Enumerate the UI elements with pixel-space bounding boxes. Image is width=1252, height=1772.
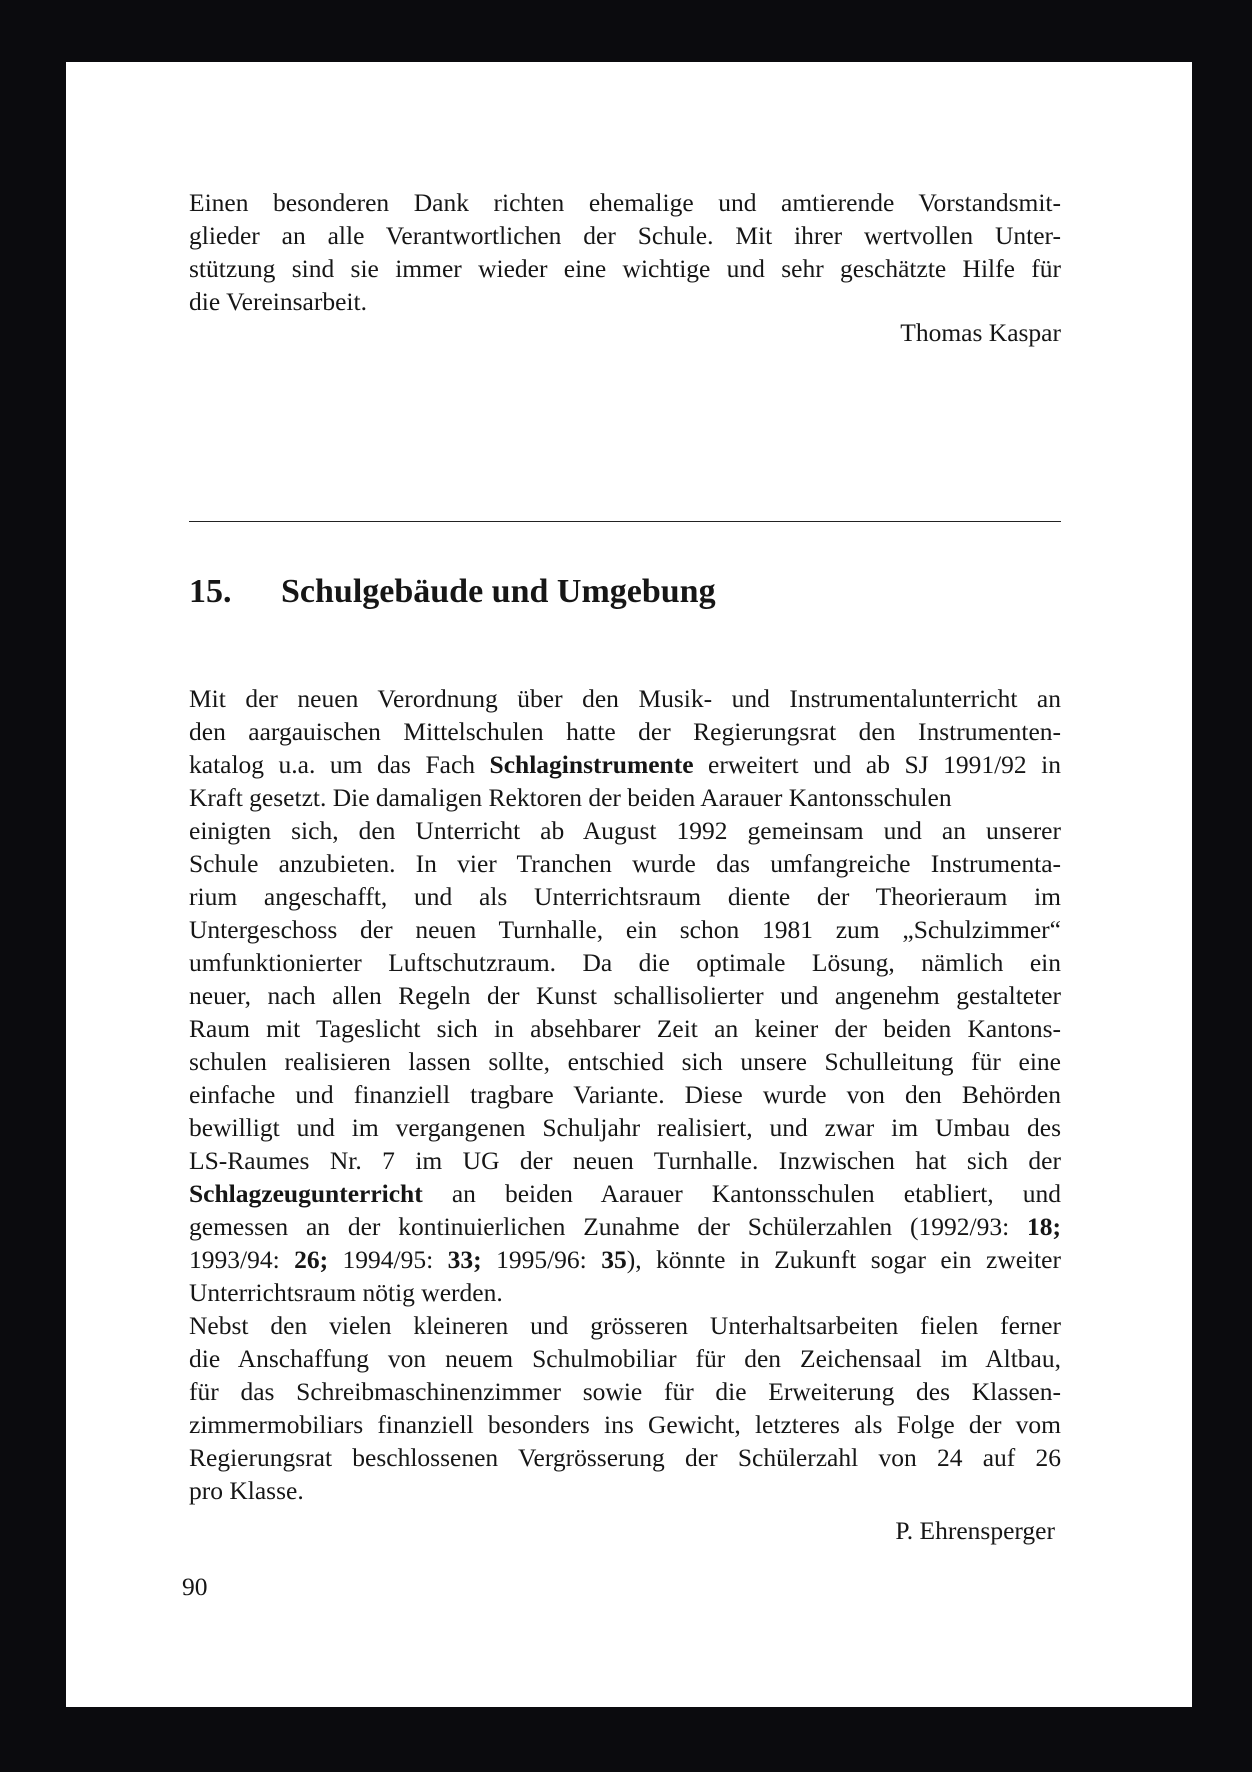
text-run: Nebst den vielen kleineren und grösseren Unterhaltsarbeiten fielen ferner [189, 1311, 1061, 1340]
text-line [189, 1309, 1061, 1342]
text-line [189, 913, 1061, 946]
section-number: 15. [189, 573, 232, 610]
text-run: bewilligt und im vergangenen Schuljahr realisiert, und zwar im Umbau des [189, 1113, 1061, 1142]
text-run: katalog u.a. um das Fach [189, 750, 490, 779]
text-run: Schule anzubieten. In vier Tranchen wurde das umfangreiche Instrumenta- [189, 849, 1061, 878]
bold-text: 26; [294, 1245, 329, 1274]
section-title: Schulgebäude und Umgebung [281, 573, 716, 610]
text-run: umfunktionierter Luftschutzraum. Da die optimale Lösung, nämlich ein [189, 948, 1061, 977]
text-run: pro Klasse. [189, 1476, 304, 1505]
text-run: stützung sind sie immer wieder eine wichtige und sehr geschätzte Hilfe für [189, 254, 1061, 283]
section-divider [189, 521, 1061, 522]
text-run: LS-Raumes Nr. 7 im UG der neuen Turnhalle. Inzwischen hat sich der [189, 1146, 1061, 1175]
text-line [189, 252, 1061, 285]
acknowledgement-paragraph [189, 186, 1061, 318]
text-run: 1994/95: [328, 1245, 448, 1274]
text-run: erweitert und ab SJ 1991/92 in [693, 750, 1061, 779]
text-run: die Vereinsarbeit. [189, 287, 367, 316]
text-run: Unterrichtsraum nötig werden. [189, 1278, 503, 1307]
signature-thomas-kaspar: Thomas Kaspar [900, 318, 1061, 347]
text-line [189, 847, 1061, 880]
text-line [189, 781, 1061, 814]
section-heading [189, 570, 716, 614]
text-line [189, 1111, 1061, 1144]
bold-text: Schlagzeugunterricht [189, 1179, 423, 1208]
text-line [189, 880, 1061, 913]
text-run: einigten sich, den Unterricht ab August 1992 gemeinsam und an unserer [189, 816, 1061, 845]
text-run: rium angeschafft, und als Unterrichtsraum diente der Theorieraum im [189, 882, 1061, 911]
text-run: Mit der neuen Verordnung über den Musik- und Instrumentalunterricht an [189, 684, 1061, 713]
signature-p-ehrensperger: P. Ehrensperger [895, 1516, 1055, 1545]
text-line [189, 1210, 1061, 1243]
text-run: Kraft gesetzt. Die damaligen Rektoren der beiden Aarauer Kantonsschulen [189, 783, 952, 812]
text-run: ), könnte in Zukunft sogar ein zweiter [626, 1245, 1061, 1274]
text-line [189, 682, 1061, 715]
text-run: neuer, nach allen Regeln der Kunst schallisolierter und angenehm gestalteter [189, 981, 1061, 1010]
bold-text: 18; [1027, 1212, 1061, 1241]
text-line [189, 1243, 1061, 1276]
text-line [189, 1342, 1061, 1375]
text-line [189, 219, 1061, 252]
text-line [189, 1078, 1061, 1111]
text-line [189, 1045, 1061, 1078]
text-line [189, 1375, 1061, 1408]
bold-text: 35 [601, 1245, 627, 1274]
text-line [189, 1177, 1061, 1210]
text-run: einfache und finanziell tragbare Variante. Diese wurde von den Behörden [189, 1080, 1061, 1109]
text-run: an beiden Aarauer Kantonsschulen etabliert, und [422, 1179, 1061, 1208]
text-line [189, 1474, 1061, 1507]
text-line [189, 814, 1061, 847]
text-line [189, 1144, 1061, 1177]
text-run: zimmermobiliars finanziell besonders ins Gewicht, letzteres als Folge der vom [189, 1410, 1061, 1439]
text-line [189, 715, 1061, 748]
bold-text: 33; [447, 1245, 482, 1274]
text-run: Untergeschoss der neuen Turnhalle, ein schon 1981 zum „Schulzimmer“ [189, 915, 1061, 944]
text-run: glieder an alle Verantwortlichen der Schule. Mit ihrer wertvollen Unter- [189, 221, 1061, 250]
text-line [189, 1012, 1061, 1045]
section-body [189, 682, 1061, 1507]
text-run: Raum mit Tageslicht sich in absehbarer Zeit an keiner der beiden Kantons- [189, 1014, 1061, 1043]
text-line [189, 1408, 1061, 1441]
page-number: 90 [182, 1572, 208, 1601]
text-run: schulen realisieren lassen sollte, entschied sich unsere Schulleitung für eine [189, 1047, 1061, 1076]
text-run: 1993/94: [189, 1245, 295, 1274]
text-run: Regierungsrat beschlossenen Vergrösserung der Schülerzahl von 24 auf 26 [189, 1443, 1061, 1472]
text-run: für das Schreibmaschinenzimmer sowie für die Erweiterung des Klassen- [189, 1377, 1061, 1406]
text-run: gemessen an der kontinuierlichen Zunahme der Schülerzahlen (1992/93: [189, 1212, 1027, 1241]
text-line [189, 1441, 1061, 1474]
document-page [66, 62, 1192, 1707]
text-run: die Anschaffung von neuem Schulmobiliar für den Zeichensaal im Altbau, [189, 1344, 1061, 1373]
text-line [189, 285, 1061, 318]
text-run: Einen besonderen Dank richten ehemalige und amtierende Vorstandsmit- [189, 188, 1061, 217]
text-run: den aargauischen Mittelschulen hatte der Regierungsrat den Instrumenten- [189, 717, 1061, 746]
text-line [189, 979, 1061, 1012]
text-line [189, 946, 1061, 979]
text-line [189, 186, 1061, 219]
bold-text: Schlaginstrumente [489, 750, 694, 779]
text-line [189, 1276, 1061, 1309]
text-run: 1995/96: [481, 1245, 602, 1274]
text-line [189, 748, 1061, 781]
